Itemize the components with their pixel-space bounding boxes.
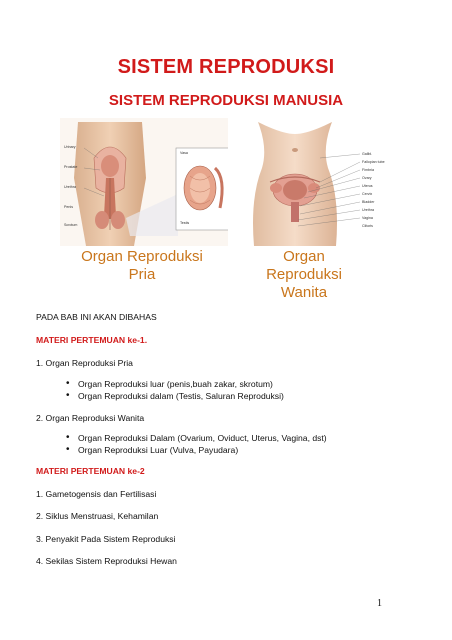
female-anatomy-illustration: [228, 118, 396, 246]
svg-text:Fimbria: Fimbria: [362, 168, 374, 172]
bullet-item: • Organ Reproduksi luar (penis,buah zakar, skrotum): [78, 379, 273, 389]
svg-text:Fallopian tube: Fallopian tube: [362, 160, 385, 164]
list-item: 1. Organ Reproduksi Pria: [36, 358, 133, 368]
female-caption: [244, 248, 364, 302]
page-number: 1: [377, 598, 382, 609]
svg-text:Prostate: Prostate: [64, 165, 78, 169]
female-caption-line1: Organ Reproduksi: [266, 248, 342, 283]
list-item: 2. Organ Reproduksi Wanita: [36, 413, 145, 423]
svg-text:Penis: Penis: [64, 205, 73, 209]
bullet-item: • Organ Reproduksi Luar (Vulva, Payudara): [78, 445, 238, 455]
svg-text:Gallbl.: Gallbl.: [362, 152, 373, 156]
page-subtitle: SISTEM REPRODUKSI MANUSIA: [108, 92, 344, 109]
page-title: SISTEM REPRODUKSI: [117, 56, 335, 78]
list-item: 1. Gametogensis dan Fertilisasi: [36, 489, 157, 499]
svg-text:Uterus: Uterus: [362, 184, 373, 188]
list-item: 4. Sekilas Sistem Reproduksi Hewan: [36, 556, 177, 566]
svg-text:Urethra: Urethra: [64, 185, 76, 189]
bullet-item: • Organ Reproduksi dalam (Testis, Saluran Reproduksi): [78, 391, 284, 401]
svg-text:Clitoris: Clitoris: [362, 224, 373, 228]
svg-text:Bladder: Bladder: [362, 200, 375, 204]
svg-text:Scrotum: Scrotum: [64, 223, 78, 227]
intro-text: PADA BAB INI AKAN DIBAHAS: [36, 312, 157, 322]
svg-text:Ovary: Ovary: [362, 176, 372, 180]
male-caption-line2: Pria: [128, 266, 156, 283]
list-item: 2. Siklus Menstruasi, Kehamilan: [36, 511, 159, 521]
svg-text:Vasa: Vasa: [180, 151, 188, 155]
svg-text:Vagina: Vagina: [362, 216, 373, 220]
svg-text:Urethra: Urethra: [362, 208, 374, 212]
female-caption-line2: Wanita: [280, 284, 328, 301]
svg-text:Cervix: Cervix: [362, 192, 373, 196]
male-caption: [72, 248, 212, 284]
bullet-item: • Organ Reproduksi Dalam (Ovarium, Oviduct, Uterus, Vagina, dst): [78, 433, 327, 443]
male-anatomy-illustration: [60, 118, 232, 246]
svg-text:Testis: Testis: [180, 221, 190, 225]
section-heading-2: MATERI PERTEMUAN ke-2: [36, 466, 145, 476]
section-heading-1: MATERI PERTEMUAN ke-1.: [36, 335, 148, 345]
svg-text:Urinary: Urinary: [64, 145, 76, 149]
list-item: 3. Penyakit Pada Sistem Reproduksi: [36, 534, 176, 544]
male-caption-line1: Organ Reproduksi: [81, 248, 203, 265]
